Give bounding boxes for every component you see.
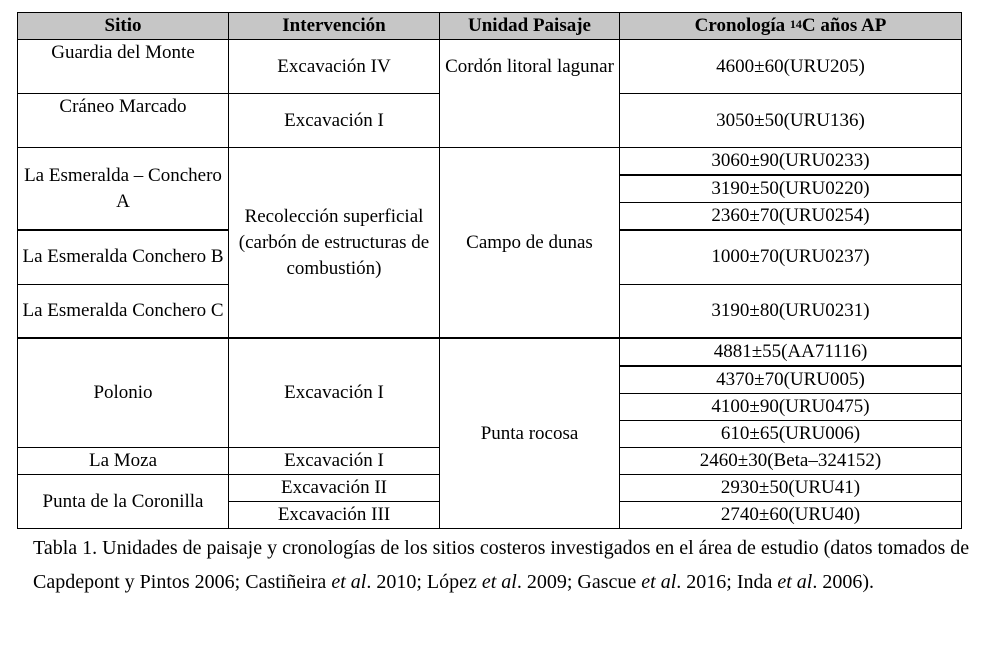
date-cell: 4100±90(URU0475) <box>620 394 962 421</box>
intervention-cell: Excavación I <box>229 448 440 475</box>
date-cell: 2740±60(URU40) <box>620 502 962 529</box>
intervention-cell: Excavación III <box>229 502 440 529</box>
intervention-cell: Excavación IV <box>229 40 440 94</box>
site-cell: Punta de la Coronilla <box>18 475 229 529</box>
landscape-unit-cell: Campo de dunas <box>440 148 620 339</box>
et-al-italic: et al <box>777 571 813 593</box>
et-al-italic: et al <box>481 571 517 593</box>
date-cell: 4370±70(URU005) <box>620 366 962 394</box>
et-al-italic: et al <box>641 571 677 593</box>
site-cell: Cráneo Marcado <box>18 94 229 148</box>
date-cell: 4600±60(URU205) <box>620 40 962 94</box>
site-cell: La Esmeralda Conchero B <box>18 230 229 284</box>
date-cell: 3190±50(URU0220) <box>620 175 962 203</box>
date-cell: 610±65(URU006) <box>620 421 962 448</box>
table-row <box>18 148 962 176</box>
date-cell: 2460±30(Beta–324152) <box>620 448 962 475</box>
site-cell: La Esmeralda Conchero C <box>18 284 229 338</box>
table-row <box>18 338 962 366</box>
intervention-cell: Excavación I <box>229 94 440 148</box>
header-cronologia: Cronología $^{14}$C años AP <box>620 13 962 40</box>
date-cell: 3190±80(URU0231) <box>620 284 962 338</box>
header-sitio: Sitio <box>18 13 229 40</box>
header-intervencion: Intervención <box>229 13 440 40</box>
table-row <box>18 40 962 94</box>
chronology-table <box>17 12 962 529</box>
date-cell: 2360±70(URU0254) <box>620 203 962 231</box>
et-al-italic: et al <box>331 571 367 593</box>
site-cell: Polonio <box>18 338 229 448</box>
date-cell: 1000±70(URU0237) <box>620 230 962 284</box>
header-row <box>18 13 962 40</box>
intervention-cell: Recolección superficial (carbón de estructuras de combustión) <box>229 148 440 339</box>
date-cell: 3060±90(URU0233) <box>620 148 962 176</box>
landscape-unit-cell: Punta rocosa <box>440 338 620 529</box>
date-cell: 3050±50(URU136) <box>620 94 962 148</box>
intervention-cell: Excavación II <box>229 475 440 502</box>
table-caption: Tabla 1. Unidades de paisaje y cronologías de los sitios costeros investigados en el área de estudio (datos tomados de Capdepont y Pintos 2006; Castiñeira et al. 2010; López et al. 2009; Gascue et al. 2016; Inda et al. 2006). <box>33 537 970 593</box>
date-cell: 4881±55(AA71116) <box>620 338 962 366</box>
site-cell: La Moza <box>18 448 229 475</box>
landscape-unit-cell: Cordón litoral lagunar <box>440 40 620 148</box>
site-cell: La Esmeralda – Conchero A <box>18 148 229 231</box>
header-unidad-paisaje: Unidad Paisaje <box>440 13 620 40</box>
site-cell: Guardia del Monte <box>18 40 229 94</box>
date-cell: 2930±50(URU41) <box>620 475 962 502</box>
intervention-cell: Excavación I <box>229 338 440 448</box>
